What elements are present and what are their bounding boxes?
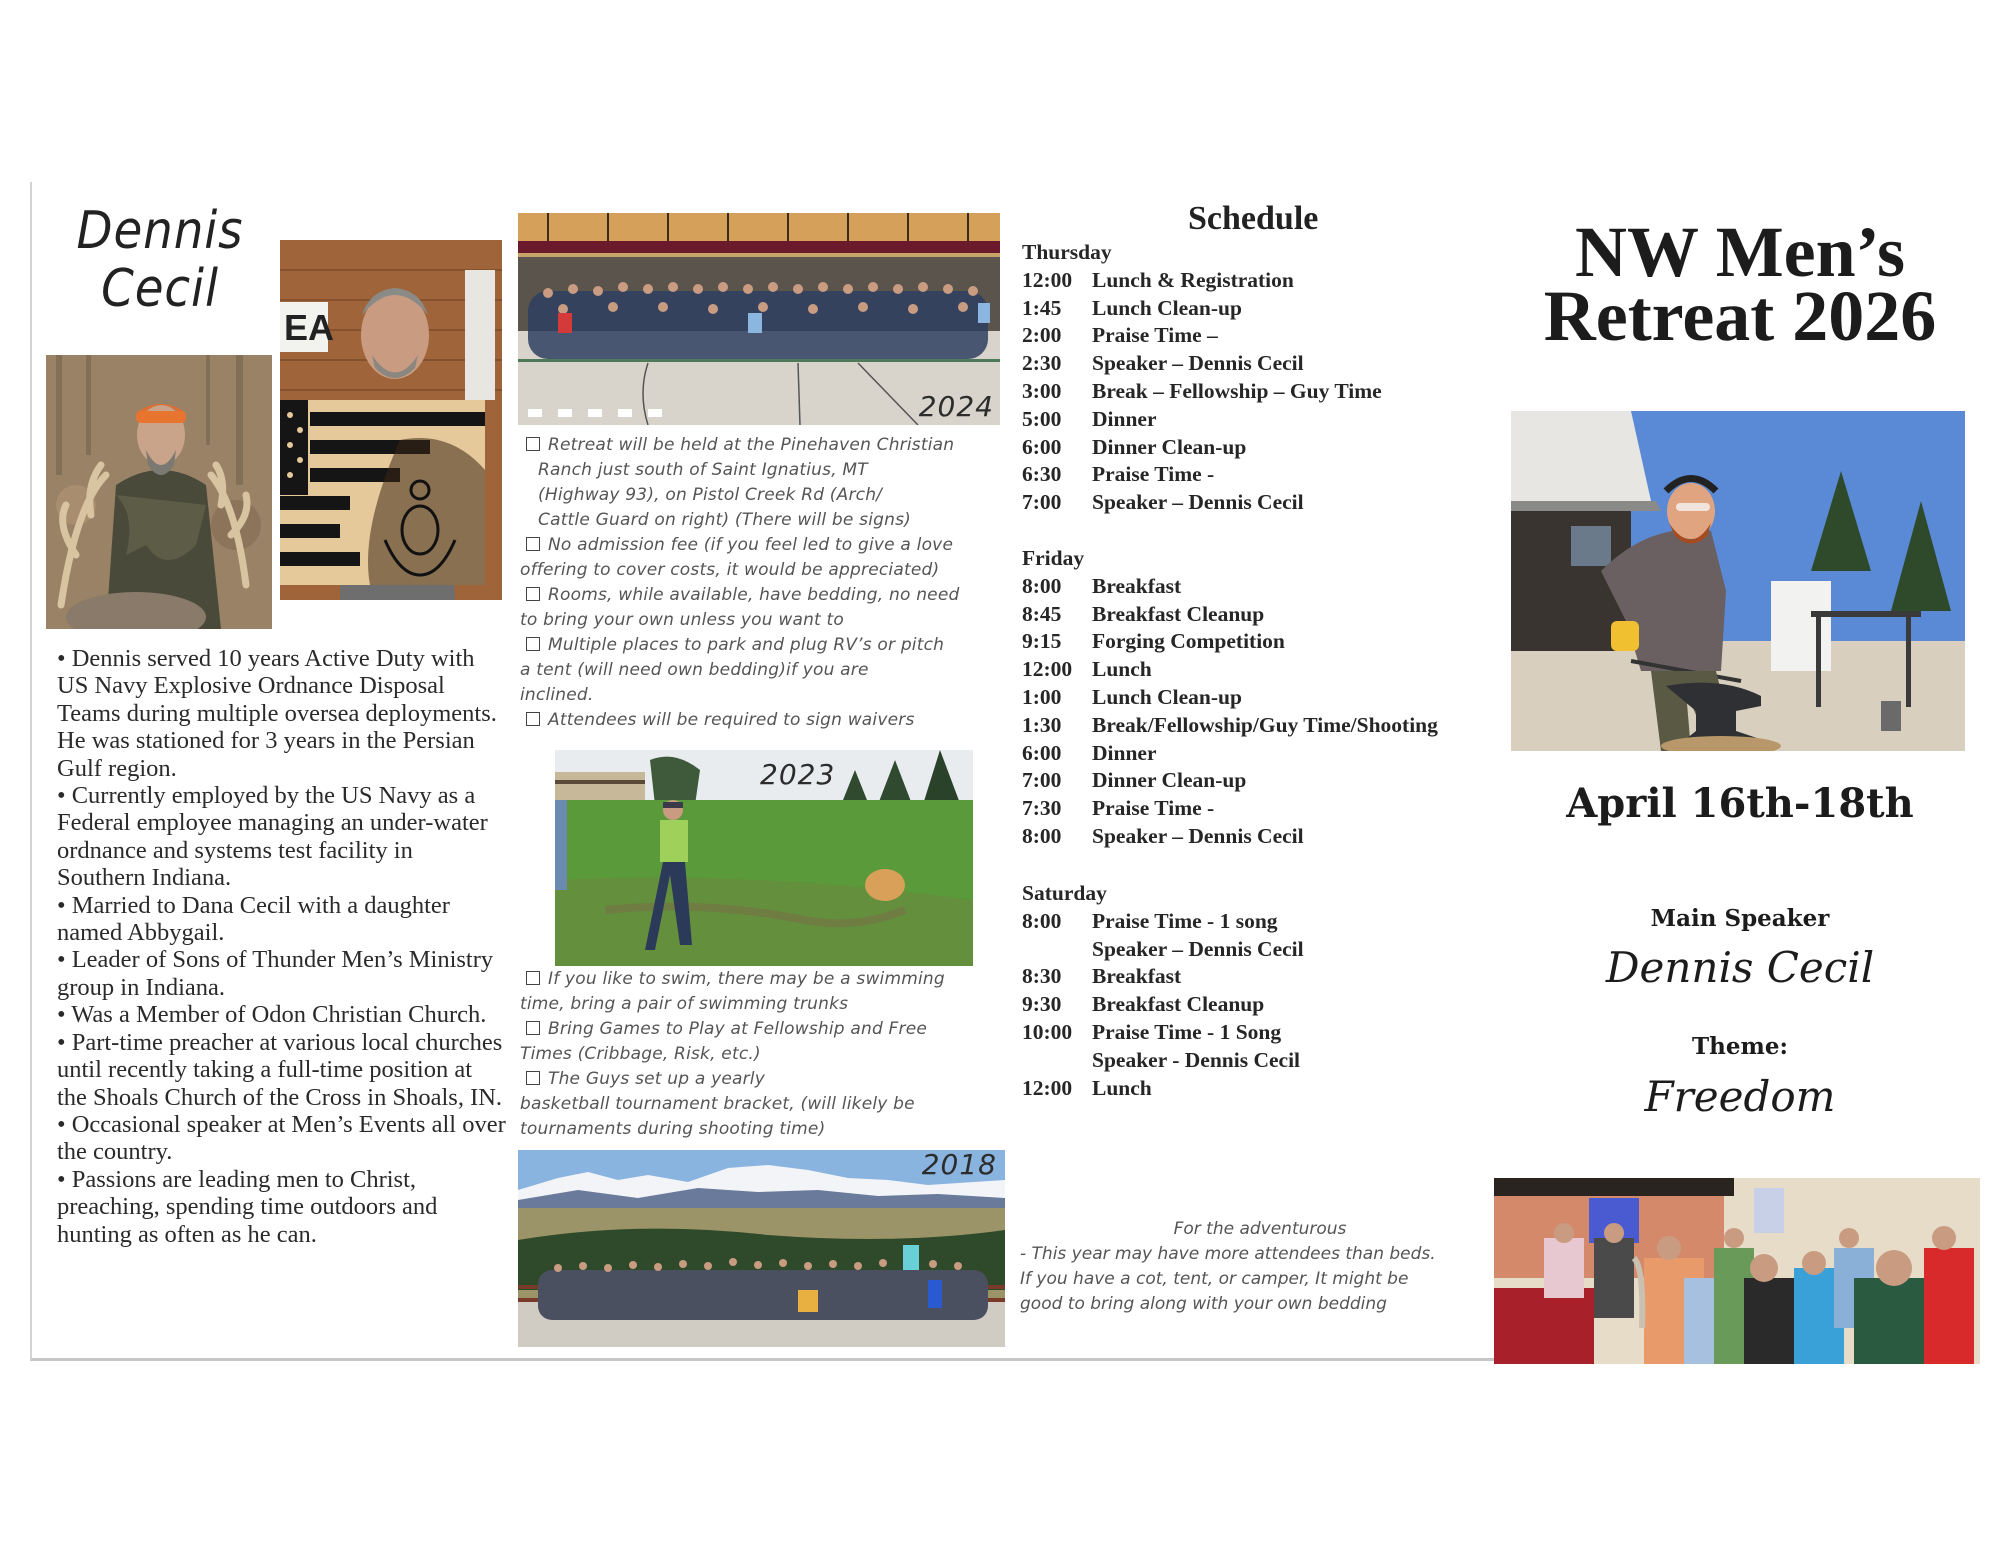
note-line: No admission fee (if you feel led to give a love: [548, 535, 954, 555]
photo-2024-group: [518, 213, 1000, 425]
schedule-activity: Lunch Clean-up: [1092, 684, 1242, 709]
schedule-row: [1022, 461, 1382, 489]
speaker-script-name: [43, 202, 277, 318]
schedule-friday: [1022, 545, 1438, 851]
schedule-activity: Lunch: [1092, 1075, 1152, 1100]
checkbox-icon: [526, 712, 540, 726]
note-item: [520, 433, 1010, 533]
schedule-row: [1022, 573, 1438, 601]
schedule-row: [1022, 406, 1382, 434]
note-item: [520, 533, 1010, 583]
schedule-time: 1:45: [1022, 295, 1062, 320]
schedule-time: 8:00: [1022, 908, 1062, 933]
bio-item: • Married to Dana Cecil with a daughter named Abbygail.: [57, 891, 450, 947]
checkbox-icon: [526, 1021, 540, 1035]
bio-item: • Was a Member of Odon Christian Church.: [57, 1001, 487, 1029]
adventurous-line: If you have a cot, tent, or camper, It might be: [1020, 1269, 1409, 1289]
retreat-notes-bottom: [520, 967, 1010, 1142]
schedule-activity: Breakfast Cleanup: [1092, 601, 1265, 626]
checkbox-icon: [526, 587, 540, 601]
title-line-1: NW Men’s: [1575, 212, 1905, 292]
note-line: Cattle Guard on right) (There will be signs): [538, 510, 911, 530]
adventurous-line: - This year may have more attendees than beds.: [1020, 1244, 1436, 1264]
note-line: Retreat will be held at the Pinehaven Christian: [548, 435, 955, 455]
note-line: inclined.: [520, 685, 594, 705]
schedule-row: [1022, 378, 1382, 406]
schedule-row: [1022, 795, 1438, 823]
adventurous-note: [1020, 1217, 1490, 1317]
note-line: Ranch just south of Saint Ignatius, MT: [538, 460, 868, 480]
retreat-title: [1510, 212, 1970, 356]
schedule-title: Schedule: [1188, 200, 1319, 237]
note-item: [520, 583, 1010, 633]
schedule-day-label: Saturday: [1022, 881, 1107, 905]
photo-year-label: 2024: [918, 390, 994, 423]
schedule-activity: Dinner Clean-up: [1092, 434, 1247, 459]
schedule-day-label: Friday: [1022, 546, 1085, 570]
schedule-row: [1022, 489, 1382, 517]
schedule-activity: Breakfast: [1092, 573, 1182, 598]
photo-year-label: 2023: [760, 758, 836, 791]
schedule-time: 8:45: [1022, 601, 1062, 626]
note-item: [520, 633, 1010, 708]
note-line: Bring Games to Play at Fellowship and Free: [548, 1019, 928, 1039]
schedule-time: 2:30: [1022, 351, 1062, 376]
adventurous-heading: For the adventurous: [1173, 1219, 1347, 1239]
schedule-activity: Speaker – Dennis Cecil: [1092, 490, 1304, 515]
schedule-row: [1022, 740, 1438, 768]
schedule-saturday: [1022, 880, 1304, 1102]
schedule-row: [1022, 1019, 1304, 1047]
cover-forging-photo: [1511, 411, 1965, 751]
schedule-row: [1022, 1075, 1304, 1103]
schedule-time: 8:00: [1022, 573, 1062, 598]
schedule-row: [1022, 684, 1438, 712]
schedule-time: 2:00: [1022, 323, 1062, 348]
note-item: [520, 967, 1010, 1017]
schedule-time: 7:00: [1022, 768, 1062, 793]
note-item: [520, 1017, 1010, 1067]
schedule-activity: Speaker – Dennis Cecil: [1092, 351, 1304, 376]
schedule-time: 7:30: [1022, 796, 1062, 821]
schedule-activity: Dinner: [1092, 740, 1157, 765]
bio-item: • Part-time preacher at various local churches until recently taking a full-time position at the Shoals Church of the Cross in Shoals, IN.: [57, 1028, 503, 1111]
schedule-time: 5:00: [1022, 406, 1062, 431]
checkbox-icon: [526, 971, 540, 985]
schedule-time: 6:30: [1022, 462, 1062, 487]
checkbox-icon: [526, 1071, 540, 1085]
schedule-time: 9:30: [1022, 992, 1062, 1017]
retreat-notes-top: [520, 433, 1010, 733]
main-speaker-label: Main Speaker: [1650, 905, 1830, 932]
note-item: [520, 708, 1010, 733]
schedule-activity: Lunch Clean-up: [1092, 295, 1242, 320]
schedule-row: [1022, 767, 1438, 795]
note-line: The Guys set up a yearly: [548, 1069, 765, 1089]
flag-photo: [280, 240, 502, 600]
schedule-row: [1022, 350, 1382, 378]
script-last-name: Cecil: [101, 259, 219, 319]
schedule-activity: Praise Time - 1 Song: [1092, 1019, 1282, 1044]
speaker-bio: [57, 645, 507, 1248]
checkbox-icon: [526, 437, 540, 451]
note-item: [520, 1067, 1010, 1142]
schedule-thursday: [1022, 239, 1382, 517]
schedule-activity: Lunch & Registration: [1092, 267, 1294, 292]
schedule-activity: Praise Time -: [1092, 462, 1215, 487]
schedule-activity: Dinner Clean-up: [1092, 768, 1247, 793]
schedule-activity: Praise Time –: [1092, 323, 1218, 348]
checkbox-icon: [526, 537, 540, 551]
worship-photo: [1494, 1178, 1980, 1364]
schedule-time: 9:15: [1022, 629, 1062, 654]
schedule-activity: Break/Fellowship/Guy Time/Shooting: [1092, 712, 1438, 737]
note-line: Multiple places to park and plug RV’s or pitch: [548, 635, 945, 655]
note-line: If you like to swim, there may be a swimming: [548, 969, 945, 989]
schedule-day-label: Thursday: [1022, 240, 1112, 264]
note-line: basketball tournament bracket, (will likely be: [520, 1094, 915, 1114]
schedule-row: [1022, 322, 1382, 350]
schedule-activity: Speaker – Dennis Cecil: [1092, 823, 1304, 848]
schedule-row: [1022, 434, 1382, 462]
schedule-row: [1022, 267, 1382, 295]
title-line-2: Retreat 2026: [1543, 276, 1937, 356]
schedule-time: 12:00: [1022, 1075, 1073, 1100]
checkbox-icon: [526, 637, 540, 651]
note-line: Times (Cribbage, Risk, etc.): [520, 1044, 761, 1064]
schedule-time: 3:00: [1022, 378, 1062, 403]
schedule-row: [1022, 628, 1438, 656]
schedule-row: [1022, 601, 1438, 629]
forging-illustration: [1511, 411, 1965, 751]
schedule-activity: Breakfast: [1092, 964, 1182, 989]
schedule-activity: Speaker – Dennis Cecil: [1092, 936, 1304, 961]
hunting-photo-illustration: [46, 355, 272, 629]
worship-illustration: [1494, 1178, 1980, 1364]
schedule-time: [1022, 936, 1092, 964]
schedule-time: 1:30: [1022, 712, 1062, 737]
schedule-activity: Praise Time - 1 song: [1092, 908, 1278, 933]
photo-2023-field: [555, 750, 973, 966]
note-line: to bring your own unless you want to: [520, 610, 844, 630]
schedule-time: 12:00: [1022, 267, 1073, 292]
event-dates: April 16th-18th: [1566, 780, 1914, 827]
schedule-activity: Praise Time -: [1092, 796, 1215, 821]
note-line: tournaments during shooting time): [520, 1119, 826, 1139]
bio-item: • Currently employed by the US Navy as a Federal employee managing an under-water ordnance and systems test facility in Southern Indiana.: [57, 782, 488, 892]
bio-item: • Leader of Sons of Thunder Men’s Ministry group in Indiana.: [57, 946, 494, 1001]
bio-item: • Occasional speaker at Men’s Events all over the country.: [57, 1110, 506, 1166]
schedule-row: [1022, 1047, 1304, 1075]
photo-year-label: 2018: [921, 1150, 997, 1181]
note-line: a tent (will need own bedding)if you are: [520, 660, 869, 680]
schedule-row: [1022, 656, 1438, 684]
schedule-time: 10:00: [1022, 1019, 1073, 1044]
bio-item: • Dennis served 10 years Active Duty with US Navy Explosive Ordnance Disposal Teams during multiple oversea deployments. He was stationed for 3 years in the Persian Gulf region.: [57, 645, 497, 782]
schedule-row: [1022, 991, 1304, 1019]
schedule-activity: Forging Competition: [1092, 629, 1285, 654]
schedule-row: [1022, 823, 1438, 851]
schedule-time: 6:00: [1022, 740, 1062, 765]
note-line: offering to cover costs, it would be appreciated): [520, 560, 940, 580]
script-first-name: Dennis: [76, 201, 244, 261]
schedule-activity: Breakfast Cleanup: [1092, 992, 1265, 1017]
schedule-row: [1022, 936, 1304, 964]
flag-photo-illustration: [280, 240, 502, 600]
schedule-time: 6:00: [1022, 434, 1062, 459]
main-speaker-name: Dennis Cecil: [1605, 943, 1875, 992]
schedule-time: [1022, 1047, 1092, 1075]
schedule-row: [1022, 295, 1382, 323]
note-line: (Highway 93), on Pistol Creek Rd (Arch/: [538, 485, 883, 505]
schedule-row: [1022, 712, 1438, 740]
hunting-photo: [46, 355, 272, 629]
schedule-activity: Lunch: [1092, 657, 1152, 682]
schedule-activity: Speaker - Dennis Cecil: [1092, 1047, 1301, 1072]
photo-2018-mountains: [518, 1150, 1005, 1347]
theme-label: Theme:: [1692, 1033, 1788, 1060]
schedule-time: 1:00: [1022, 684, 1062, 709]
note-line: Attendees will be required to sign waivers: [548, 710, 915, 730]
schedule-time: 8:00: [1022, 823, 1062, 848]
note-line: Rooms, while available, have bedding, no need: [548, 585, 960, 605]
svg-text:EA: EA: [284, 307, 335, 348]
theme-value: Freedom: [1644, 1072, 1836, 1121]
bio-item: • Passions are leading men to Christ, preaching, spending time outdoors and hunting as often as he can.: [57, 1165, 438, 1248]
adventurous-line: good to bring along with your own bedding: [1020, 1294, 1387, 1314]
schedule-row: [1022, 908, 1304, 936]
schedule-time: 12:00: [1022, 657, 1073, 682]
note-line: time, bring a pair of swimming trunks: [520, 994, 849, 1014]
schedule-time: 7:00: [1022, 490, 1062, 515]
schedule-row: [1022, 963, 1304, 991]
schedule-activity: Dinner: [1092, 406, 1157, 431]
schedule-activity: Break – Fellowship – Guy Time: [1092, 378, 1382, 403]
schedule-time: 8:30: [1022, 964, 1062, 989]
